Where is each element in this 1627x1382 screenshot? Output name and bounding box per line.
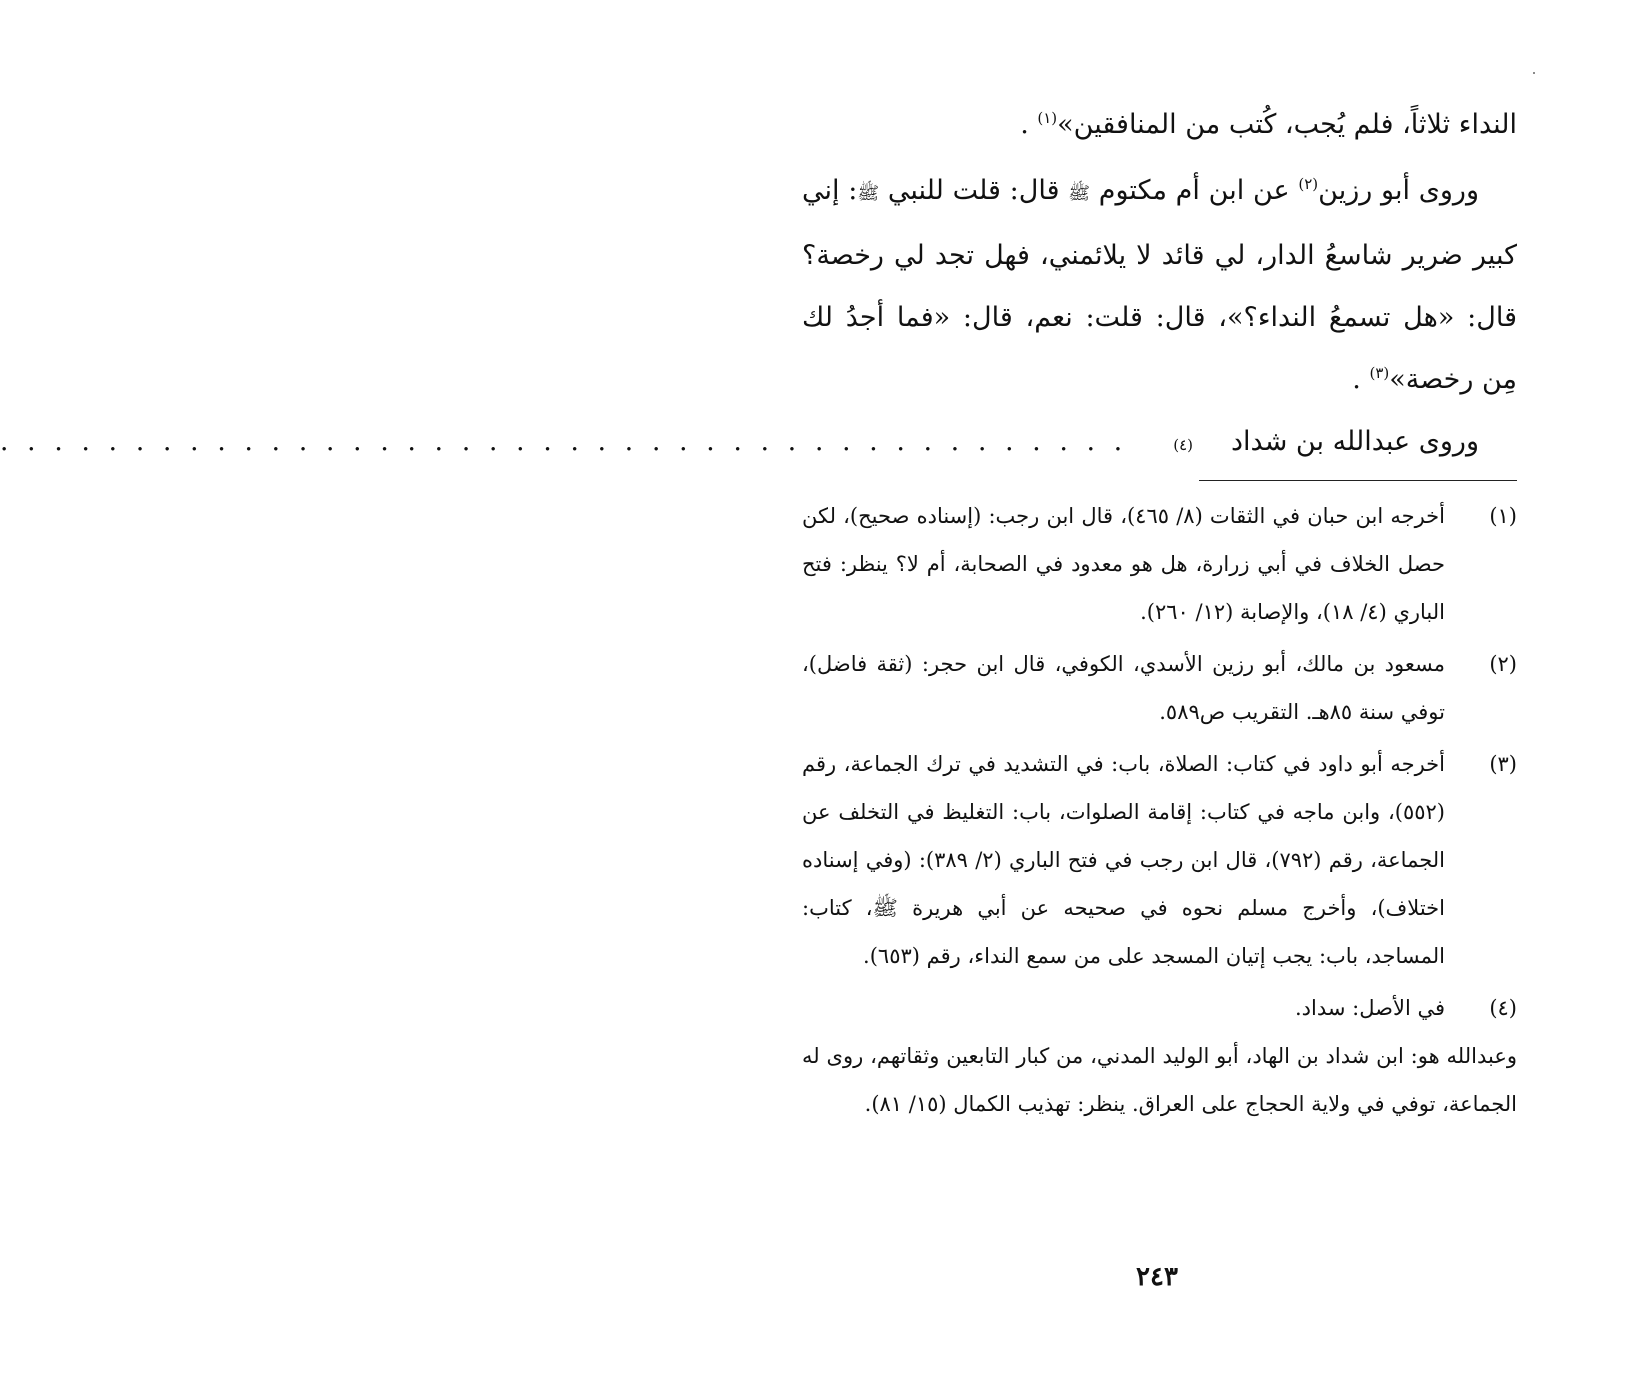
footnote-number-3: (٣)	[1489, 752, 1517, 776]
honorific-glyph: ﷺ	[1068, 183, 1091, 204]
main-line-1-text: النداء ثلاثاً، فلم يُجب، كُتب من المنافقين»	[1057, 109, 1517, 140]
footnote-text-2: مسعود بن مالك، أبو رزين الأسدي، الكوفي، قال ابن حجر: (ثقة فاضل)، توفي سنة ٨٥هـ. التقريب ص٥٨٩.	[802, 652, 1445, 724]
footnote-text-4-continuation: وعبدالله هو: ابن شداد بن الهاد، أبو الوليد المدني، من كبار التابعين وثقاتهم، روى له الجماعة، توفي في ولاية الحجاج على العراق. ينظر: تهذيب الكمال (١٥/ ٨١).	[802, 1044, 1517, 1116]
para2-text-d: : إني كبير ضرير شاسعُ الدار، لي قائد لا يلائمني، فهل تجد لي رخصة؟ قال: «هل تسمعُ النداء؟»، قال: قلت: نعم، قال: «فما أجدُ لك مِن رخصة»	[802, 175, 1517, 395]
para2-text-b: عن ابن أم مكتوم	[1090, 175, 1299, 206]
main-paragraph-3: وروى عبدالله بن شداد (٤) . . . . . . . . . . . . . . . . . . . . . . . . . . . . . . . . . . . . . . . . . .	[802, 411, 1517, 473]
footnote-text-3: أخرجه أبو داود في كتاب: الصلاة، باب: في التشديد في ترك الجماعة، رقم (٥٥٢)، وابن ماجه في كتاب: إقامة الصلوات، باب: التغليظ في التخلف عن الجماعة، رقم (٧٩٢)، قال ابن رجب في فتح الباري (٢/ ٣٨٩): (وفي إسناده اختلاف)، وأخرج مسلم نحوه في صحيحه عن أبي هريرة ﷺ، كتاب: المساجد، باب: يجب إتيان المسجد على من سمع النداء، رقم (٦٥٣).	[802, 752, 1445, 968]
footnote-ref-2: (٢)	[1298, 175, 1319, 193]
footnote-1	[802, 492, 1517, 636]
para2-text-a: وروى أبو رزين	[1318, 175, 1479, 206]
para2-text-c: قال: قلت للنبي	[879, 175, 1069, 206]
footnote-text-4: في الأصل: سداد.	[1295, 996, 1445, 1020]
footnote-2	[802, 640, 1517, 736]
main-paragraph-2	[802, 160, 1517, 411]
page-number: ٢٤٣	[1136, 1262, 1178, 1292]
main-text	[0, 94, 1517, 473]
footnote-ref-1: (١)	[1037, 109, 1058, 127]
footnote-separator	[1199, 480, 1517, 481]
footnote-4	[802, 984, 1517, 1032]
footnote-4-continuation	[802, 1032, 1517, 1128]
footnote-number-1: (١)	[1489, 504, 1517, 528]
main-line-1-end: .	[1020, 109, 1038, 140]
footnote-ref-3: (٣)	[1369, 364, 1390, 382]
para2-end: .	[1352, 364, 1370, 395]
footnote-number-2: (٢)	[1489, 652, 1517, 676]
main-line-1	[802, 94, 1517, 156]
continuation-dots: . . . . . . . . . . . . . . . . . . . . . . . . . . . . . . . . . . . . . . . . . .	[0, 426, 1128, 457]
footnote-3	[802, 740, 1517, 980]
footnote-number-4: (٤)	[1489, 996, 1517, 1020]
footnote-text-1: أخرجه ابن حبان في الثقات (٨/ ٤٦٥)، قال ابن رجب: (إسناده صحيح)، لكن حصل الخلاف في أبي زرارة، هل هو معدود في الصحابة، أم لا؟ ينظر: فتح الباري (٤/ ١٨)، والإصابة (١٢/ ٢٦٠).	[802, 504, 1445, 624]
honorific-glyph-2: ﷺ	[857, 183, 880, 204]
footnotes-section	[802, 492, 1517, 1128]
scan-speck	[1533, 72, 1535, 74]
para3-text: وروى عبدالله بن شداد	[1231, 426, 1479, 457]
